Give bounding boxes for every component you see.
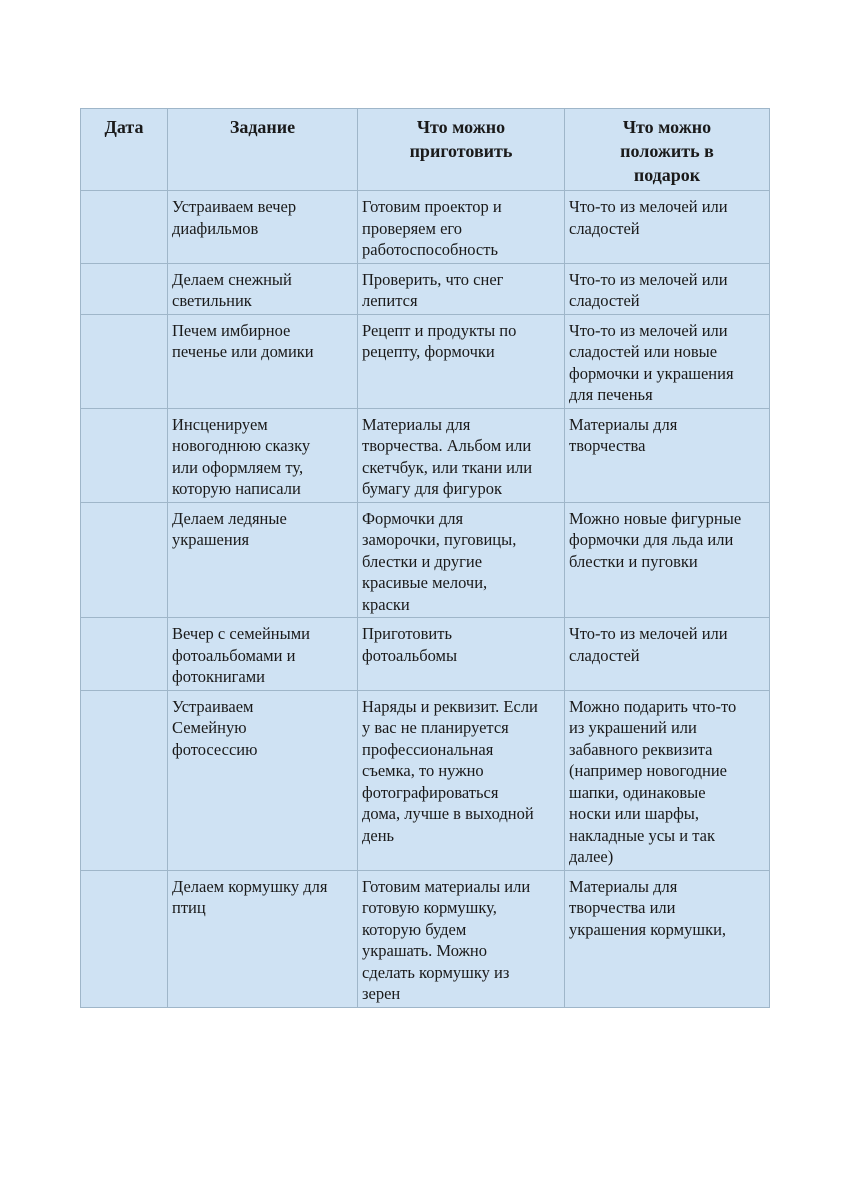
cell-task: Вечер с семейными фотоальбомами и фотокнигами [168,618,358,691]
cell-date [81,618,168,691]
header-date: Дата [81,109,168,191]
cell-task: Делаем снежный светильник [168,263,358,314]
cell-gift: Материалы для творчества [565,408,770,502]
table-row [81,502,770,618]
cell-gift: Материалы для творчества или украшения кормушки, [565,870,770,1007]
cell-prepare: Наряды и реквизит. Если у вас не планируется профессиональная съемка, то нужно фотографироваться дома, лучше в выходной день [358,690,565,870]
cell-gift: Можно новые фигурные формочки для льда или блестки и пуговки [565,502,770,618]
table-row [81,191,770,264]
table-row [81,408,770,502]
cell-prepare: Приготовить фотоальбомы [358,618,565,691]
cell-date [81,263,168,314]
cell-date [81,314,168,408]
cell-task: Устраиваем вечер диафильмов [168,191,358,264]
cell-gift: Что-то из мелочей или сладостей [565,618,770,691]
table-row [81,618,770,691]
cell-gift: Что-то из мелочей или сладостей [565,263,770,314]
header-prepare: Что можно приготовить [358,109,565,191]
cell-date [81,870,168,1007]
cell-gift: Что-то из мелочей или сладостей или новые формочки и украшения для печенья [565,314,770,408]
cell-prepare: Формочки для заморочки, пуговицы, блестки и другие красивые мелочи, краски [358,502,565,618]
cell-task: Делаем ледяные украшения [168,502,358,618]
cell-date [81,690,168,870]
activity-plan-table [80,108,770,1008]
table-row [81,263,770,314]
cell-date [81,408,168,502]
cell-prepare: Готовим проектор и проверяем его работоспособность [358,191,565,264]
table-row [81,870,770,1007]
cell-gift: Что-то из мелочей или сладостей [565,191,770,264]
cell-prepare: Рецепт и продукты по рецепту, формочки [358,314,565,408]
cell-task: Инсценируем новогоднюю сказку или оформляем ту, которую написали [168,408,358,502]
cell-task: Печем имбирное печенье или домики [168,314,358,408]
cell-prepare: Материалы для творчества. Альбом или скетчбук, или ткани или бумагу для фигурок [358,408,565,502]
cell-date [81,191,168,264]
header-gift: Что можно положить в подарок [565,109,770,191]
table-row [81,690,770,870]
header-task: Задание [168,109,358,191]
cell-prepare: Готовим материалы или готовую кормушку, которую будем украшать. Можно сделать кормушку из зерен [358,870,565,1007]
cell-gift: Можно подарить что-то из украшений или забавного реквизита (например новогодние шапки, одинаковые носки или шарфы, накладные усы и так далее) [565,690,770,870]
cell-task: Устраиваем Семейную фотосессию [168,690,358,870]
table-header-row [81,109,770,191]
cell-prepare: Проверить, что снег лепится [358,263,565,314]
table-row [81,314,770,408]
cell-date [81,502,168,618]
cell-task: Делаем кормушку для птиц [168,870,358,1007]
